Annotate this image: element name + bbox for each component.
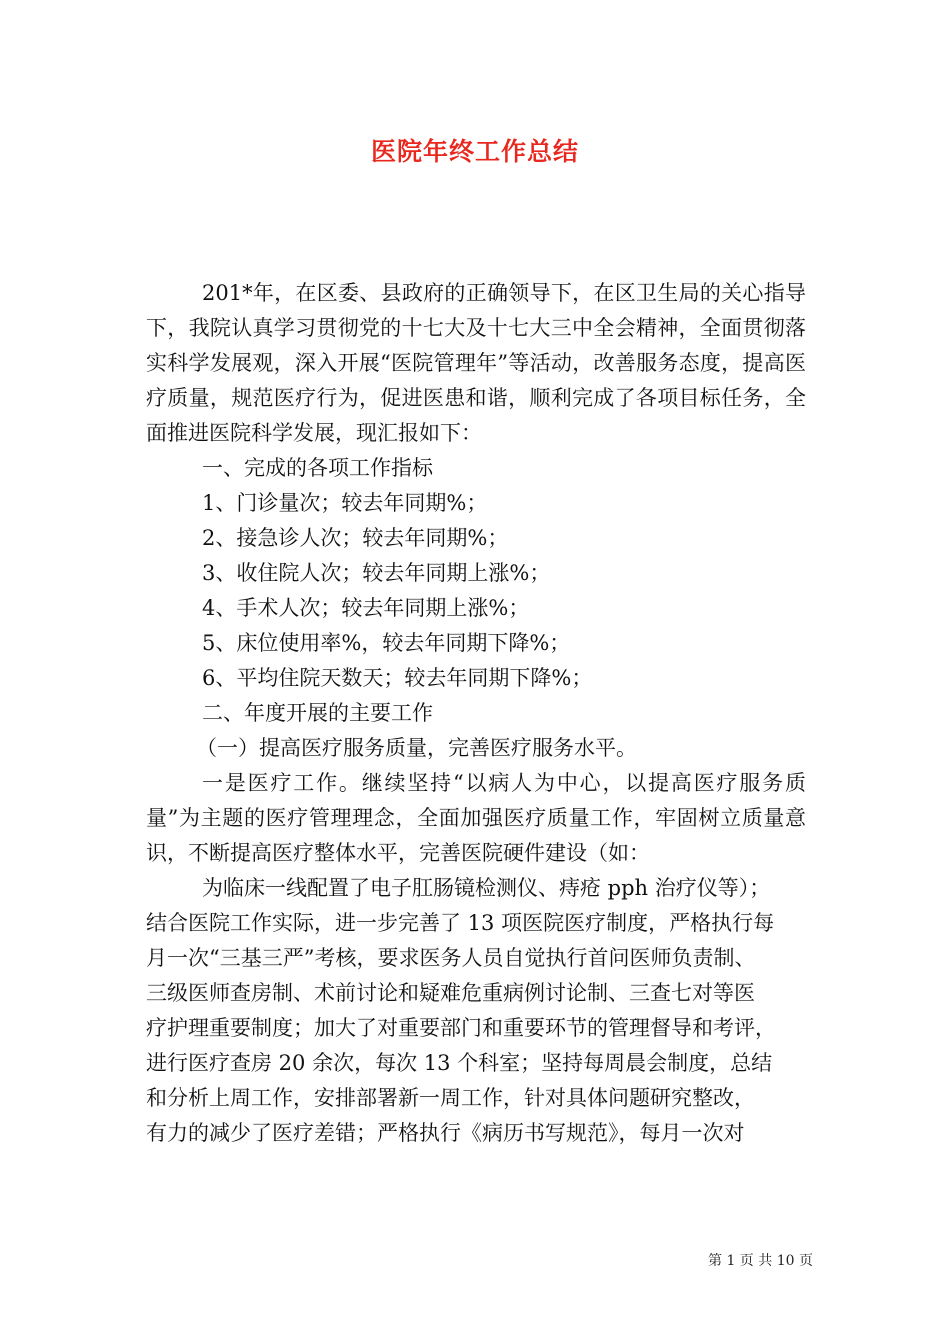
indicator-item: 2、接急诊人次；较去年同期%； xyxy=(202,526,509,550)
medical-work-paragraph: 一是医疗工作。继续坚持“以病人为中心，以提高医疗服务质量”为主题的医疗管理理念，全面加强医疗质量工作，牢固树立质量意识，不断提高医疗整体水平，完善医院硬件建设（如： xyxy=(146,771,806,865)
document-title: 医院年终工作总结 xyxy=(370,137,579,166)
continuation-line: 疗护理重要制度；加大了对重要部门和重要环节的管理督导和考评， xyxy=(146,1016,776,1040)
continuation-line: 有力的减少了医疗差错；严格执行《病历书写规范》，每月一次对 xyxy=(146,1121,745,1145)
indicator-item: 4、手术人次；较去年同期上涨%； xyxy=(202,596,530,620)
indicator-item: 3、收住院人次；较去年同期上涨%； xyxy=(202,561,551,585)
indicator-item: 6、平均住院天数天；较去年同期下降%； xyxy=(202,666,593,690)
section2-heading: 二、年度开展的主要工作 xyxy=(202,701,433,725)
continuation-line: 三级医师查房制、术前讨论和疑难危重病例讨论制、三查七对等医 xyxy=(146,981,755,1005)
indicator-item: 1、门诊量次；较去年同期%； xyxy=(202,491,488,515)
intro-paragraph: 201*年，在区委、县政府的正确领导下，在区卫生局的关心指导下，我院认真学习贯彻党的十七大及十七大三中全会精神，全面贯彻落实科学发展观，深入开展“医院管理年”等活动，改善服务态度，提高医疗质量，规范医疗行为，促进医患和谐，顺利完成了各项目标任务，全面推进医院科学发展，现汇报如下： xyxy=(146,281,806,445)
equipment-line: 为临床一线配置了电子肛肠镜检测仪、痔疮 pph 治疗仪等）； xyxy=(202,876,771,900)
continuation-line: 结合医院工作实际，进一步完善了 13 项医院医疗制度，严格执行每 xyxy=(146,911,775,935)
indicator-item: 5、床位使用率%，较去年同期下降%； xyxy=(202,631,571,655)
document-body xyxy=(146,276,806,1151)
subsection1-heading: （一）提高医疗服务质量，完善医疗服务水平。 xyxy=(196,736,637,760)
continuation-line: 月一次“三基三严”考核，要求医务人员自觉执行首问医师负责制、 xyxy=(146,946,756,970)
page-footer: 第 1 页 共 10 页 xyxy=(708,1253,813,1269)
continuation-line: 进行医疗查房 20 余次，每次 13 个科室；坚持每周晨会制度，总结 xyxy=(146,1051,773,1075)
section1-heading: 一、完成的各项工作指标 xyxy=(202,456,433,480)
continuation-line: 和分析上周工作，安排部署新一周工作，针对具体问题研究整改， xyxy=(146,1086,755,1110)
